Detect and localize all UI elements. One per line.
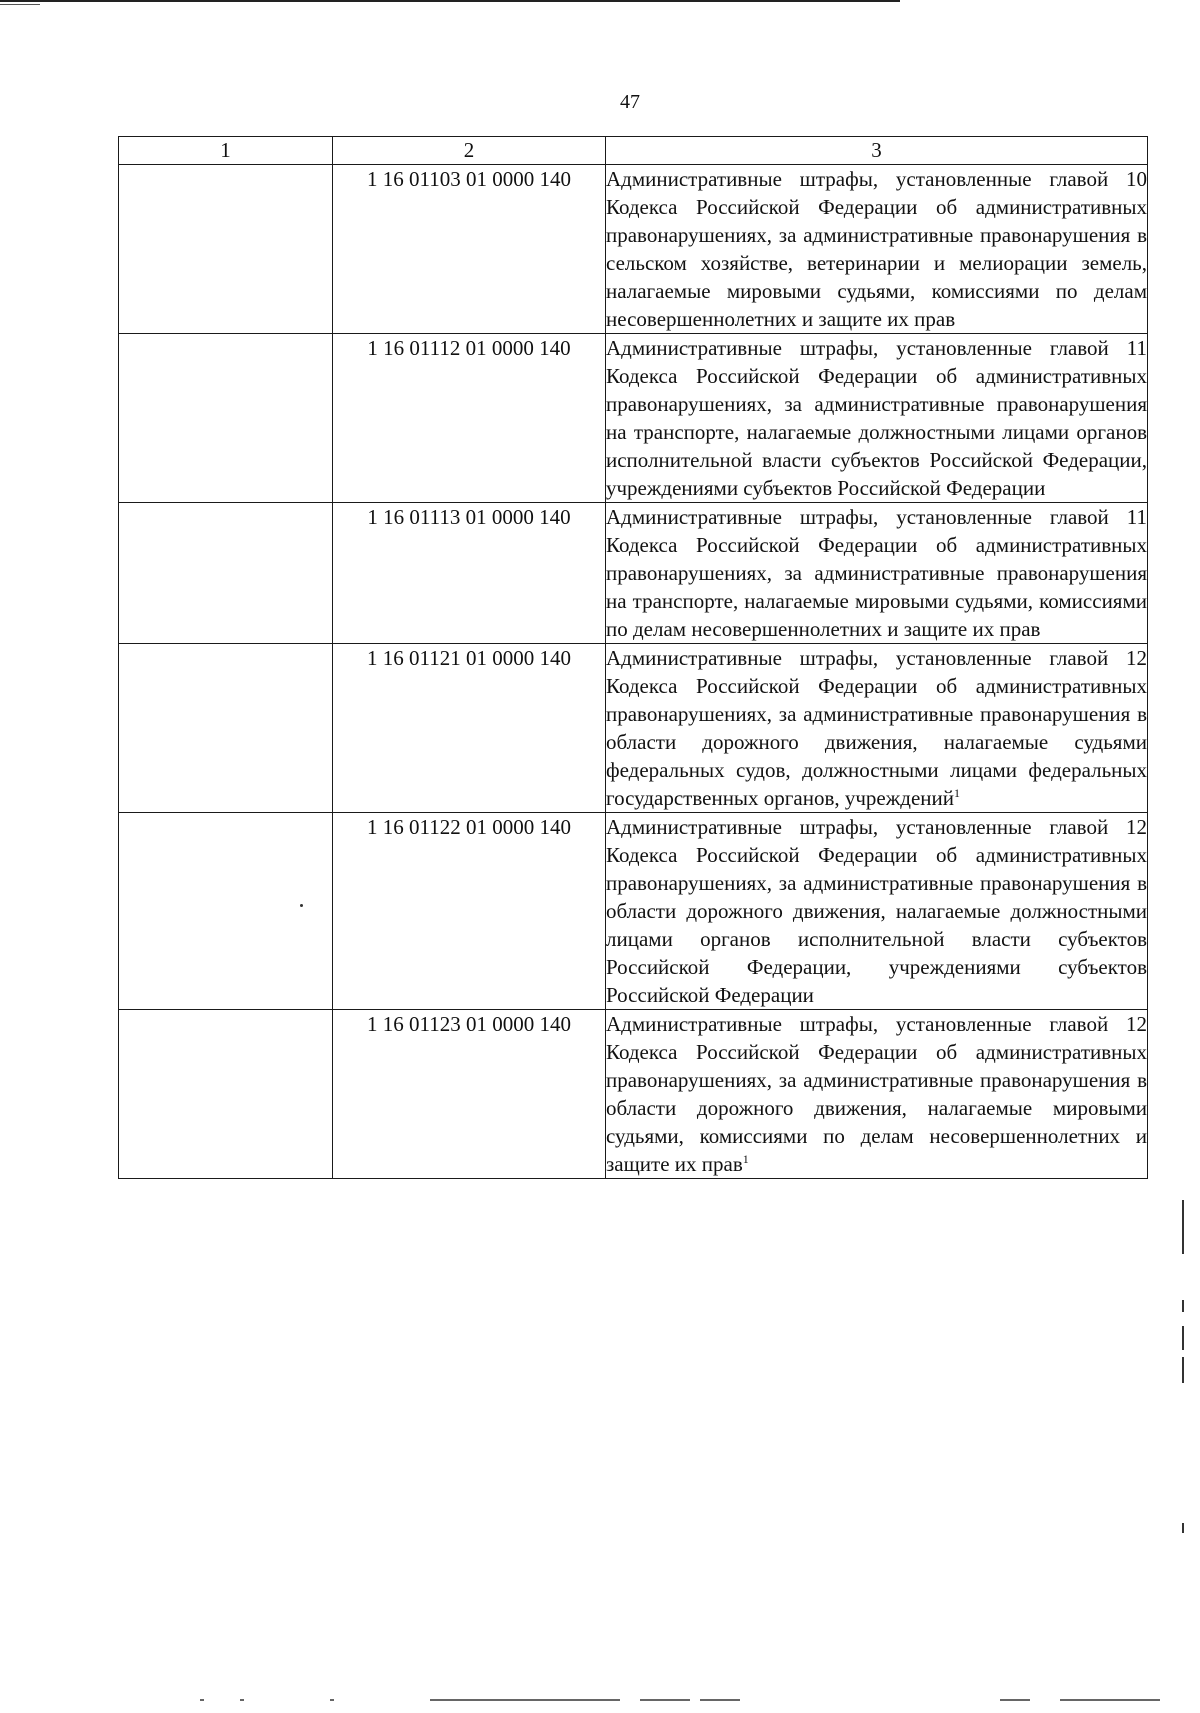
scan-top-edge-mark bbox=[0, 4, 40, 5]
table-row bbox=[119, 165, 1148, 334]
row-col1-cell bbox=[119, 165, 333, 334]
footnote-mark: 1 bbox=[954, 786, 960, 800]
header-col-3: 3 bbox=[606, 137, 1148, 165]
budget-code: 1 16 01112 01 0000 140 bbox=[333, 334, 606, 503]
budget-code: 1 16 01113 01 0000 140 bbox=[333, 503, 606, 644]
description-text: Административные штрафы, установленные главой 11 Кодекса Российской Федерации об административных правонарушениях, за административные правонарушения на транспорте, налагаемые мировыми судьями, комиссиями по делам несовершеннолетних и защите их прав bbox=[606, 505, 1147, 641]
row-col1-cell bbox=[119, 1010, 333, 1179]
scan-margin-mark bbox=[1182, 1523, 1184, 1533]
row-col1-cell bbox=[119, 334, 333, 503]
row-description bbox=[606, 503, 1148, 644]
description-text: Административные штрафы, установленные главой 10 Кодекса Российской Федерации об административных правонарушениях, за административные правонарушения в сельском хозяйстве, ветеринарии и мелиорации земель, налагаемые мировыми судьями, комиссиями по делам несовершеннолетних и защите их прав bbox=[606, 167, 1147, 331]
scan-margin-mark bbox=[1182, 1357, 1184, 1383]
description-text: Административные штрафы, установленные главой 12 Кодекса Российской Федерации об административных правонарушениях, за административные правонарушения в области дорожного движения, налагаемые мировыми судьями, комиссиями по делам несовершеннолетних и защите их прав bbox=[606, 1012, 1147, 1176]
scan-margin-mark bbox=[1182, 1300, 1184, 1312]
footnote-mark: 1 bbox=[742, 1152, 749, 1166]
table-header-row bbox=[119, 137, 1148, 165]
budget-code: 1 16 01122 01 0000 140 bbox=[333, 813, 606, 1010]
table-row bbox=[119, 813, 1148, 1010]
header-col-2: 2 bbox=[333, 137, 606, 165]
scan-top-edge-line bbox=[0, 0, 900, 2]
scan-speck bbox=[300, 904, 303, 907]
table-row bbox=[119, 644, 1148, 813]
budget-code: 1 16 01123 01 0000 140 bbox=[333, 1010, 606, 1179]
row-description bbox=[606, 334, 1148, 503]
row-description bbox=[606, 644, 1148, 813]
budget-code: 1 16 01121 01 0000 140 bbox=[333, 644, 606, 813]
scan-margin-mark bbox=[1182, 1326, 1184, 1350]
budget-classification-table bbox=[118, 136, 1148, 1179]
scan-bottom-edge bbox=[0, 1699, 1200, 1705]
row-col1-cell bbox=[119, 644, 333, 813]
header-col-1: 1 bbox=[119, 137, 333, 165]
description-text: Административные штрафы, установленные главой 11 Кодекса Российской Федерации об административных правонарушениях, за административные правонарушения на транспорте, налагаемые должностными лицами органов исполнительной власти субъектов Российской Федерации, учреждениями субъектов Российской Федерации bbox=[606, 336, 1147, 500]
table-row bbox=[119, 503, 1148, 644]
table-row bbox=[119, 1010, 1148, 1179]
description-text: Административные штрафы, установленные главой 12 Кодекса Российской Федерации об административных правонарушениях, за административные правонарушения в области дорожного движения, налагаемые должностными лицами органов исполнительной власти субъектов Российской Федерации, учреждениями субъектов Российской Федерации bbox=[606, 815, 1147, 1007]
row-description bbox=[606, 165, 1148, 334]
page-number: 47 bbox=[620, 91, 640, 113]
budget-code: 1 16 01103 01 0000 140 bbox=[333, 165, 606, 334]
row-description bbox=[606, 1010, 1148, 1179]
table-row bbox=[119, 334, 1148, 503]
description-text: Административные штрафы, установленные главой 12 Кодекса Российской Федерации об административных правонарушениях, за административные правонарушения в области дорожного движения, налагаемые судьями федеральных судов, должностными лицами федеральных государственных органов, учреждений bbox=[606, 646, 1147, 810]
scan-margin-mark bbox=[1182, 1200, 1184, 1254]
row-col1-cell bbox=[119, 503, 333, 644]
row-description bbox=[606, 813, 1148, 1010]
row-col1-cell bbox=[119, 813, 333, 1010]
